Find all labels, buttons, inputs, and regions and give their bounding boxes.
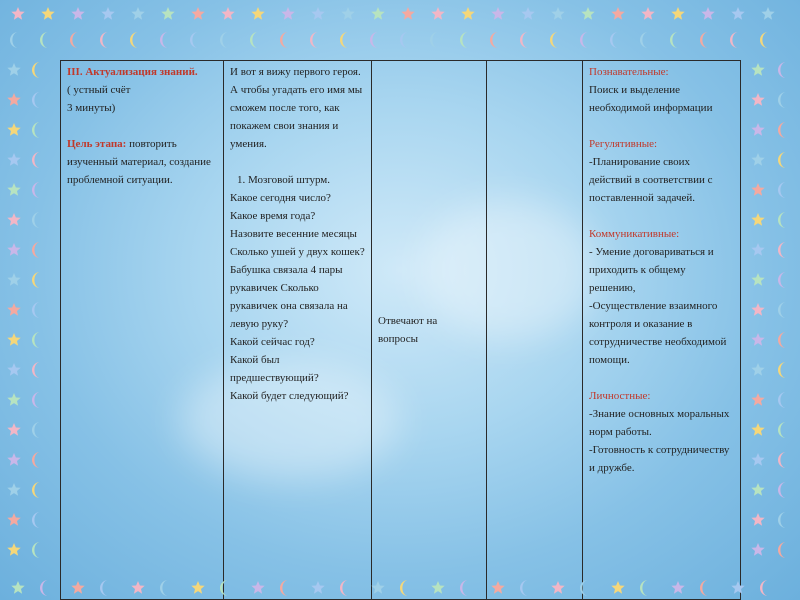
moon-icon (32, 242, 40, 258)
moon-icon (730, 32, 738, 48)
star-icon (671, 7, 684, 20)
star-icon (7, 63, 20, 76)
moon-icon (778, 482, 786, 498)
star-icon (461, 7, 474, 20)
star-icon (341, 7, 354, 20)
moon-icon (280, 32, 288, 48)
star-icon (7, 153, 20, 166)
moon-icon (778, 122, 786, 138)
star-icon (71, 7, 84, 20)
star-icon (11, 581, 24, 594)
moon-icon (700, 32, 708, 48)
star-icon (751, 123, 764, 136)
star-icon (751, 93, 764, 106)
uud-heading: Регулятивные: (589, 138, 658, 150)
star-icon (7, 363, 20, 376)
moon-icon (370, 32, 378, 48)
star-icon (581, 7, 594, 20)
goal-text: повторить изученный материал, создание проблемной ситуации. (67, 138, 211, 186)
stage-cell (61, 61, 224, 600)
star-icon (551, 7, 564, 20)
star-icon (311, 7, 324, 20)
moon-icon (778, 242, 786, 258)
moon-icon (778, 92, 786, 108)
question: Сколько ушей у двух кошек? (230, 246, 365, 258)
star-icon (7, 273, 20, 286)
list-item: 1. Мозговой штурм. (248, 171, 365, 189)
star-icon (761, 7, 774, 20)
uud-cell (583, 61, 741, 600)
star-icon (521, 7, 534, 20)
activity-list (230, 171, 365, 189)
star-icon (7, 423, 20, 436)
moon-icon (760, 32, 768, 48)
moon-icon (32, 392, 40, 408)
moon-icon (778, 152, 786, 168)
moon-icon (778, 392, 786, 408)
moon-icon (670, 32, 678, 48)
moon-icon (250, 32, 258, 48)
moon-icon (220, 32, 228, 48)
moon-icon (32, 302, 40, 318)
moon-icon (778, 182, 786, 198)
star-icon (751, 153, 764, 166)
moon-icon (490, 32, 498, 48)
moon-icon (32, 152, 40, 168)
star-icon (641, 7, 654, 20)
moon-icon (32, 422, 40, 438)
star-icon (401, 7, 414, 20)
uud-heading: Познавательные: (589, 66, 669, 78)
star-icon (611, 7, 624, 20)
star-icon (701, 7, 714, 20)
moon-icon (760, 580, 768, 596)
star-icon (41, 7, 54, 20)
moon-icon (778, 272, 786, 288)
moon-icon (32, 182, 40, 198)
star-icon (251, 7, 264, 20)
moon-icon (310, 32, 318, 48)
star-icon (751, 543, 764, 556)
moon-icon (32, 512, 40, 528)
star-icon (431, 7, 444, 20)
moon-icon (32, 122, 40, 138)
star-icon (751, 333, 764, 346)
star-icon (491, 7, 504, 20)
star-icon (751, 453, 764, 466)
moon-icon (778, 422, 786, 438)
moon-icon (32, 62, 40, 78)
moon-icon (32, 272, 40, 288)
moon-icon (550, 32, 558, 48)
student-text: Отвечают на вопросы (378, 315, 438, 345)
star-icon (751, 423, 764, 436)
question: Какой был предшествующий? (230, 354, 319, 384)
star-icon (7, 123, 20, 136)
star-icon (751, 363, 764, 376)
moon-icon (778, 62, 786, 78)
moon-icon (778, 332, 786, 348)
intro-text: И вот я вижу первого героя. А чтобы угадать его имя мы сможем после того, как покажем свои знания и умения. (230, 66, 363, 150)
question: Какое сегодня число? (230, 192, 331, 204)
moon-icon (32, 452, 40, 468)
star-icon (161, 7, 174, 20)
teacher-activity-cell (224, 61, 372, 600)
star-icon (751, 213, 764, 226)
star-icon (751, 243, 764, 256)
star-icon (221, 7, 234, 20)
moon-icon (580, 32, 588, 48)
stage-heading: III. Актуализация знаний. (67, 66, 198, 78)
question: Бабушка связала 4 пары рукавичек Сколько рукавичек она связала на левую руку? (230, 264, 348, 330)
star-icon (751, 483, 764, 496)
uud-text: - Умение договариваться и приходить к общему решению, (589, 246, 714, 294)
star-icon (751, 63, 764, 76)
moon-icon (40, 580, 48, 596)
moon-icon (520, 32, 528, 48)
moon-icon (130, 32, 138, 48)
moon-icon (778, 512, 786, 528)
moon-icon (340, 32, 348, 48)
moon-icon (32, 212, 40, 228)
moon-icon (778, 302, 786, 318)
moon-icon (430, 32, 438, 48)
uud-text: -Осуществление взаимного контроля и оказание в сотрудничестве необходимой помощи. (589, 300, 727, 366)
star-icon (751, 273, 764, 286)
moon-icon (460, 32, 468, 48)
uud-text: -Знание основных моральных норм работы. (589, 408, 730, 438)
moon-icon (778, 542, 786, 558)
star-icon (751, 513, 764, 526)
stage-line: 3 минуты) (67, 102, 116, 114)
star-icon (131, 7, 144, 20)
moon-icon (160, 32, 168, 48)
moon-icon (32, 92, 40, 108)
moon-icon (32, 482, 40, 498)
star-icon (371, 7, 384, 20)
star-icon (751, 393, 764, 406)
student-activity-cell (372, 61, 487, 600)
uud-text: -Планирование своих действий в соответствии с поставленной задачей. (589, 156, 713, 204)
star-icon (7, 393, 20, 406)
star-icon (731, 7, 744, 20)
stage-line: ( устный счёт (67, 84, 131, 96)
uud-text: Поиск и выделение необходимой информации (589, 84, 713, 114)
star-icon (7, 183, 20, 196)
star-icon (11, 7, 24, 20)
star-icon (7, 513, 20, 526)
star-icon (7, 303, 20, 316)
moon-icon (640, 32, 648, 48)
star-icon (7, 483, 20, 496)
moon-icon (778, 452, 786, 468)
lesson-table (60, 60, 741, 600)
question: Какой сейчас год? (230, 336, 315, 348)
moon-icon (32, 332, 40, 348)
star-icon (7, 243, 20, 256)
star-icon (7, 93, 20, 106)
star-icon (7, 543, 20, 556)
uud-heading: Личностные: (589, 390, 651, 402)
moon-icon (778, 362, 786, 378)
question: Какой будет следующий? (230, 390, 349, 402)
star-icon (7, 213, 20, 226)
star-icon (101, 7, 114, 20)
star-icon (191, 7, 204, 20)
moon-icon (190, 32, 198, 48)
star-icon (7, 333, 20, 346)
empty-cell (487, 61, 583, 600)
moon-icon (70, 32, 78, 48)
goal-label: Цель этапа: (67, 138, 127, 150)
question: Назовите весенние месяцы (230, 228, 357, 240)
moon-icon (100, 32, 108, 48)
moon-icon (32, 362, 40, 378)
moon-icon (40, 32, 48, 48)
star-icon (751, 303, 764, 316)
star-icon (751, 183, 764, 196)
moon-icon (610, 32, 618, 48)
moon-icon (10, 32, 18, 48)
star-icon (281, 7, 294, 20)
question: Какое время года? (230, 210, 316, 222)
uud-text: -Готовность к сотрудничеству и дружбе. (589, 444, 730, 474)
moon-icon (32, 542, 40, 558)
star-icon (7, 453, 20, 466)
uud-heading: Коммуникативные: (589, 228, 680, 240)
moon-icon (400, 32, 408, 48)
moon-icon (778, 212, 786, 228)
